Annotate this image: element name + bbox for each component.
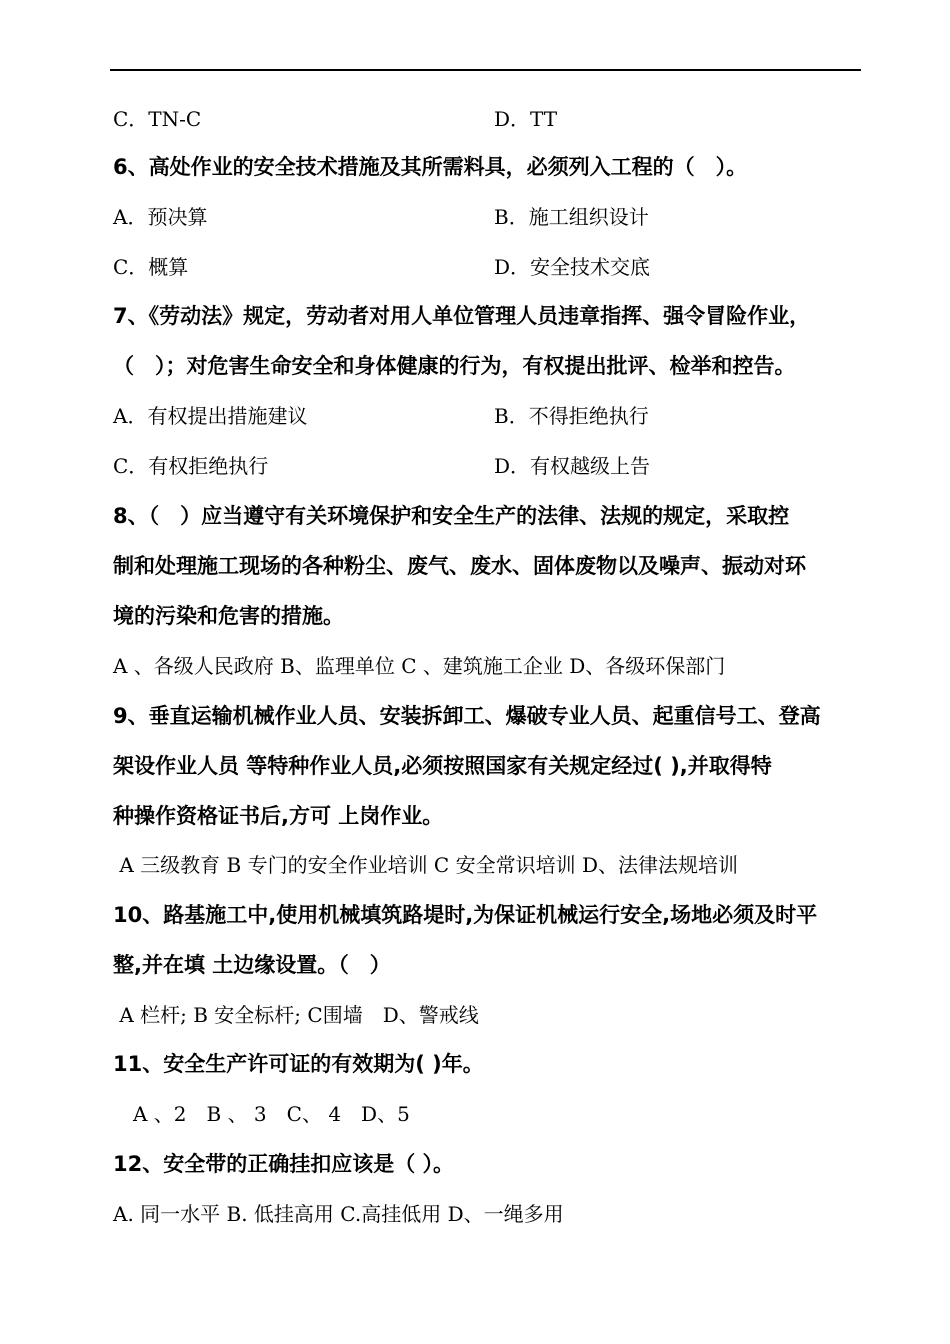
q12-options: A. 同一水平 B. 低挂高用 C.高挂低用 D、一绳多用 — [113, 1202, 564, 1226]
question-7-line-1: 7、《劳动法》规定，劳动者对用人单位管理人员违章指挥、强令冒险作业， — [113, 304, 811, 328]
question-12: 12、安全带的正确挂扣应该是（ ）。 — [113, 1152, 455, 1176]
q7-option-c: C．有权拒绝执行 — [113, 454, 269, 478]
question-9-line-2: 架设作业人员 等特种作业人员,必须按照国家有关规定经过( ),并取得特 — [113, 754, 772, 778]
q7-option-d: D．有权越级上告 — [494, 454, 651, 478]
q5-option-c: C．TN-C — [113, 107, 202, 131]
q10-options: A 栏杆; B 安全标杆; C围墙 D、警戒线 — [113, 1003, 479, 1027]
q6-option-d: D．安全技术交底 — [494, 255, 651, 279]
question-10-line-1: 10、路基施工中,使用机械填筑路堤时,为保证机械运行安全,场地必须及时平 — [113, 903, 818, 927]
question-10-line-2: 整,并在填 土边缘设置。（ ） — [113, 953, 391, 977]
q5-option-d: D．TT — [494, 107, 558, 131]
q7-option-b: B．不得拒绝执行 — [494, 404, 649, 428]
q11-options: A 、2 B 、 3 C、 4 D、5 — [113, 1102, 410, 1126]
question-7-line-2: （ ）；对危害生命安全和身体健康的行为，有权提出批评、检举和控告。 — [113, 354, 796, 378]
question-9-line-3: 种操作资格证书后,方可 上岗作业。 — [113, 804, 444, 828]
header-rule — [110, 69, 861, 71]
question-9-line-1: 9、垂直运输机械作业人员、安装拆卸工、爆破专业人员、起重信号工、登高 — [113, 704, 821, 728]
q6-option-c: C．概算 — [113, 255, 189, 279]
question-6: 6、高处作业的安全技术措施及其所需料具，必须列入工程的（ ）。 — [113, 155, 748, 179]
q7-option-a: A．有权提出措施建议 — [113, 404, 308, 428]
q8-options: A 、各级人民政府 B、监理单位 C 、建筑施工企业 D、各级环保部门 — [113, 654, 726, 678]
q6-option-b: B．施工组织设计 — [494, 205, 649, 229]
question-8-line-3: 境的污染和危害的措施。 — [113, 604, 344, 628]
q9-options: A 三级教育 B 专门的安全作业培训 C 安全常识培训 D、法律法规培训 — [113, 853, 738, 877]
question-11: 11、安全生产许可证的有效期为( )年。 — [113, 1052, 484, 1076]
q6-option-a: A．预决算 — [113, 205, 208, 229]
question-8-line-1: 8、（ ）应当遵守有关环境保护和安全生产的法律、法规的规定，采取控 — [113, 504, 790, 528]
question-8-line-2: 制和处理施工现场的各种粉尘、废气、废水、固体废物以及噪声、振动对环 — [113, 554, 806, 578]
